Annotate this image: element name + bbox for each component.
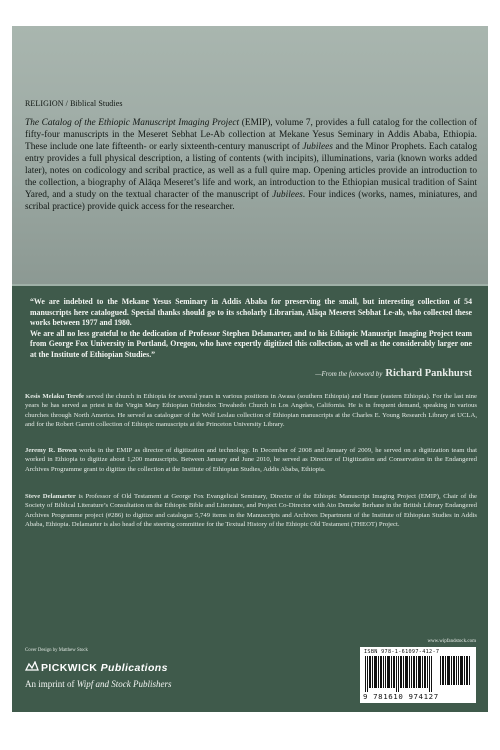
- isbn-label: ISBN 978-1-61097-412-7: [364, 649, 440, 655]
- author-bio: [25, 392, 477, 430]
- publisher-logo: [25, 661, 168, 675]
- description-text-3: . Four indices (works, names, miniatures, and scribal practice) provide quick access for the researcher.: [25, 190, 477, 213]
- attribution-name: Richard Pankhurst: [385, 368, 472, 379]
- top-panel: [12, 26, 488, 284]
- quote-attribution: [315, 368, 472, 379]
- barcode-number: 9 781610 974127: [363, 692, 439, 701]
- author-name: Steve Delamarter: [25, 493, 76, 500]
- pickwick-logo-icon: [25, 661, 39, 675]
- cover-design-credit: Cover Design by Matthew Stock: [25, 648, 88, 653]
- barcode-bars: [364, 656, 434, 692]
- author-bio-text: works in the EMIP as director of digitization and technology. In December of 2008 and January of 2009, he served on a digitization team that worked in Ethiopia to digitize about 1,200 manuscripts. Between January and June 2010, he served as Director of Digitization and Conservation in the Endangered Archives Programme grant to digitize the collection at the Institute of Ethiopian Studies, Addis Ababa, Ethiopia.: [25, 447, 477, 473]
- book-title: The Catalog of the Ethiopic Manuscript Imaging Project: [25, 118, 240, 128]
- author-name: Kesis Melaku Terefe: [25, 393, 85, 400]
- jubilees-title-2: Jubilees: [272, 190, 303, 201]
- description-text-2: and the Minor Prophets. Each catalog entry provides a full physical description, a listing of contents (with incipits), illuminations, varia (known works added later), notes on codicology and scribal practice, as well as a full quire map. Opening articles provide an introduction to the collection, a biography of Alāqa Meseret’s life and work, an introduction to the Ethiopian musical tradition of Saint Yared, and a study on the textual character of the manuscript of: [25, 142, 477, 201]
- category-label: RELIGION / Biblical Studies: [25, 99, 123, 108]
- publisher-website: www.wipfandstock.com: [427, 639, 476, 644]
- foreword-quote: [30, 297, 472, 361]
- imprint-prefix: An imprint of: [25, 679, 77, 689]
- publisher-name: PICKWICK: [41, 661, 98, 674]
- book-description: [25, 117, 477, 213]
- author-bio-text: is Professor of Old Testament at George Fox Evangelical Seminary, Director of the Ethiopic Manuscript Imaging Project (EMIP), Chair of the Society of Biblical Literature’s Consultation on the Ethiopic Bible and Literature, and Project Co-Director with Ato Demeke Berhane in the British Library Endangered Archives Programme project (#286) to digitize and catalogue 5,749 items in the Manuscripts and Archives Department of the Institute of Ethiopian Studies in Addis Ababa, Ethiopia. Delamarter is also head of the steering committee for the Textual History of the Ethiopic Old Testament (THEOT) Project.: [25, 493, 477, 529]
- book-back-cover: [12, 26, 488, 712]
- bottom-panel: [12, 286, 488, 712]
- author-name: Jeremy R. Brown: [25, 447, 77, 454]
- author-bio-text: served the church in Ethiopia for several years in various positions in Awasa (southern Ethiopia) and Harar (eastern Ethiopia). For the last nine years he has served as priest in the Virgin Mary Ethiopian Orthodox Tewahedo Church in Los Angeles, California. He is in frequent demand, speaking in various churches through North America. He served as cataloguer of the Wolf Leslau collection of Ethiopian manuscripts at the Charles E. Young Research Library at UCLA, and for the Robert Garrett collection of Ethiopic manuscripts at the Princeton University Library.: [25, 393, 477, 429]
- author-bio: [25, 446, 477, 474]
- author-bio: [25, 492, 477, 530]
- description-text-1: (EMIP), volume 7, provides a full catalog for the collection of fifty-four manuscripts in the Meseret Sebhat Le-Ab collection at Mekane Yesus Seminary in Addis Ababa, Ethiopia. These include one late fifteenth- or early sixteenth-century manuscript of: [25, 118, 478, 153]
- isbn-barcode: [360, 647, 476, 703]
- jubilees-title: Jubilees: [302, 142, 333, 153]
- quote-paragraph: “We are indebted to the Mekane Yesus Seminary in Addis Ababa for preserving the small, but interesting collection of 54 manuscripts here catalogued. Special thanks should go to its scholarly Librarian, Alāqa Meseret Sebhat Le-ab, who collected these works between 1977 and 1980.: [30, 297, 472, 328]
- quote-paragraph: We are all no less grateful to the dedication of Professor Stephen Delamarter, and to his Ethiopic Manusript Imaging Project team from George Fox University in Portland, Oregon, who have expertly digitized this collection, as well as the considerably larger one at the Institute of Ethiopian Studies.”: [30, 328, 472, 359]
- attribution-prefix: —From the foreword by: [315, 370, 383, 378]
- imprint-name: Wipf and Stock Publishers: [76, 679, 172, 689]
- barcode-addon-bars: [439, 656, 471, 685]
- publisher-name-italic: Publications: [97, 661, 168, 674]
- imprint-line: [25, 679, 172, 689]
